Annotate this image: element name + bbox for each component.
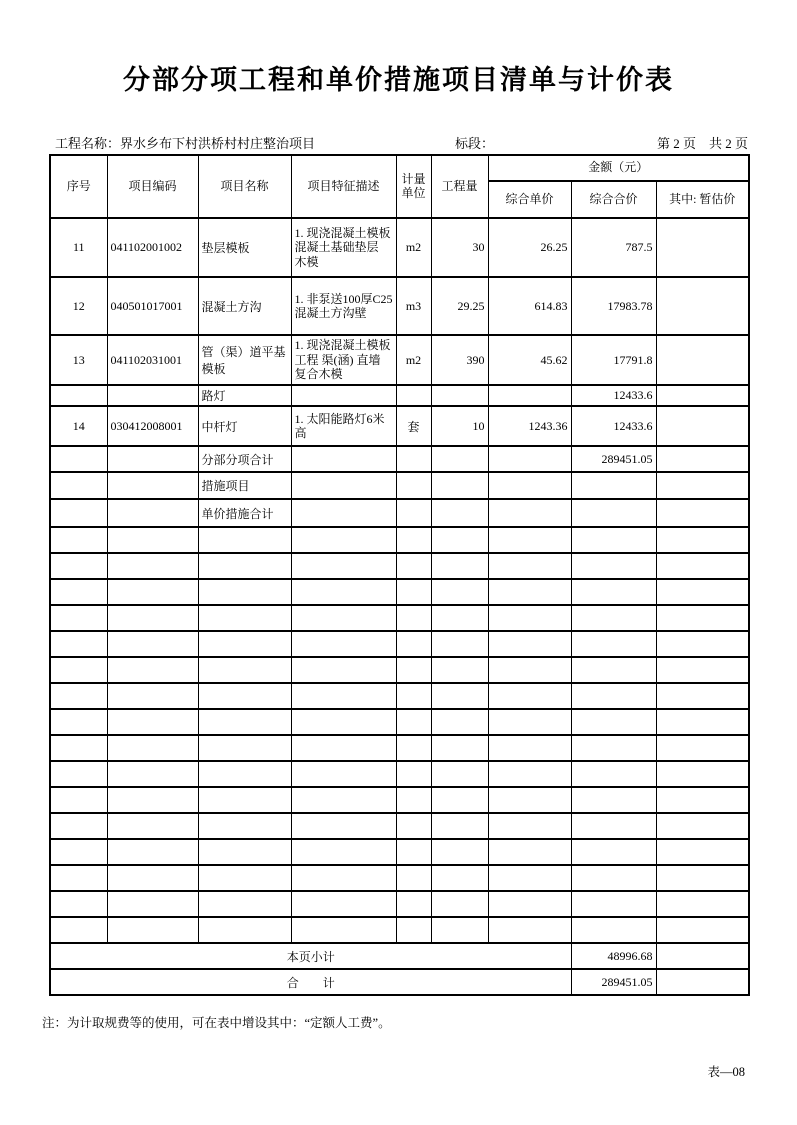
unit-cell: 套 [396, 406, 431, 446]
unit-price-cell [488, 657, 571, 683]
desc-cell [291, 527, 396, 553]
provisional-cell [656, 761, 749, 787]
desc-cell [291, 917, 396, 943]
unit-cell [396, 683, 431, 709]
unit-cell [396, 553, 431, 579]
unit-price-cell: 1243.36 [488, 406, 571, 446]
provisional-cell [656, 813, 749, 839]
unit-price-cell [488, 472, 571, 499]
unit-price-cell: 26.25 [488, 218, 571, 277]
name-cell: 垫层模板 [198, 218, 291, 277]
unit-price-cell [488, 683, 571, 709]
provisional-cell [656, 657, 749, 683]
qty-cell [431, 472, 488, 499]
code-cell: 030412008001 [107, 406, 198, 446]
desc-cell [291, 891, 396, 917]
code-cell [107, 657, 198, 683]
table-row [50, 813, 749, 839]
name-cell [198, 865, 291, 891]
desc-cell: 1. 现浇混凝土模板工程 渠(涵) 直墙 复合木模 [291, 335, 396, 385]
desc-cell [291, 813, 396, 839]
unit-price-cell [488, 385, 571, 406]
code-cell [107, 499, 198, 527]
col-header-seq: 序号 [50, 155, 107, 218]
name-cell [198, 787, 291, 813]
total-cell [571, 631, 656, 657]
unit-cell [396, 709, 431, 735]
desc-cell [291, 735, 396, 761]
total-cell: 787.5 [571, 218, 656, 277]
code-cell [107, 446, 198, 472]
unit-cell [396, 605, 431, 631]
unit-price-cell [488, 631, 571, 657]
desc-cell [291, 761, 396, 787]
name-cell [198, 605, 291, 631]
table-row [50, 735, 749, 761]
summary-label-cell: 本页小计 [50, 943, 571, 969]
section-label: 标段： [455, 136, 495, 151]
unit-cell [396, 472, 431, 499]
provisional-cell [656, 499, 749, 527]
meta-row [49, 133, 748, 151]
total-cell: 17983.78 [571, 277, 656, 335]
qty-cell: 29.25 [431, 277, 488, 335]
total-cell: 12433.6 [571, 406, 656, 446]
seq-cell: 14 [50, 406, 107, 446]
total-cell [571, 891, 656, 917]
qty-cell [431, 579, 488, 605]
table-row [50, 553, 749, 579]
table-row [50, 527, 749, 553]
code-cell [107, 891, 198, 917]
provisional-cell [656, 735, 749, 761]
header-row-1 [50, 155, 749, 181]
total-cell [571, 865, 656, 891]
unit-cell [396, 891, 431, 917]
unit-price-cell [488, 446, 571, 472]
table-row [50, 657, 749, 683]
unit-cell [396, 657, 431, 683]
provisional-cell [656, 553, 749, 579]
unit-price-cell: 614.83 [488, 277, 571, 335]
unit-cell [396, 385, 431, 406]
project-name-value: 界水乡布下村洪桥村村庄整治项目 [120, 136, 316, 151]
summary-label-cell: 合 计 [50, 969, 571, 995]
qty-cell [431, 735, 488, 761]
table-row [50, 787, 749, 813]
desc-cell [291, 446, 396, 472]
total-cell [571, 735, 656, 761]
table-row [50, 499, 749, 527]
seq-cell [50, 917, 107, 943]
provisional-cell [656, 891, 749, 917]
provisional-cell [656, 218, 749, 277]
desc-cell [291, 553, 396, 579]
form-number: 表—08 [707, 1065, 745, 1079]
qty-cell [431, 499, 488, 527]
name-cell [198, 891, 291, 917]
qty-cell [431, 657, 488, 683]
provisional-cell [656, 385, 749, 406]
provisional-cell [656, 683, 749, 709]
unit-cell [396, 813, 431, 839]
qty-cell [431, 709, 488, 735]
code-cell [107, 813, 198, 839]
name-cell: 中杆灯 [198, 406, 291, 446]
seq-cell [50, 605, 107, 631]
total-cell [571, 709, 656, 735]
col-header-unit-price: 综合单价 [488, 181, 571, 218]
code-cell [107, 527, 198, 553]
bill-table [49, 154, 750, 996]
qty-cell [431, 813, 488, 839]
qty-cell [431, 527, 488, 553]
total-cell [571, 527, 656, 553]
code-cell: 041102001002 [107, 218, 198, 277]
unit-cell [396, 527, 431, 553]
seq-cell [50, 813, 107, 839]
unit-cell [396, 865, 431, 891]
desc-cell [291, 631, 396, 657]
name-cell [198, 839, 291, 865]
summary-row-grand-total [50, 969, 749, 995]
name-cell: 混凝土方沟 [198, 277, 291, 335]
provisional-cell [656, 472, 749, 499]
table-row [50, 709, 749, 735]
seq-cell [50, 787, 107, 813]
name-cell [198, 631, 291, 657]
unit-price-cell [488, 735, 571, 761]
table-row [50, 277, 749, 335]
seq-cell: 13 [50, 335, 107, 385]
total-cell [571, 657, 656, 683]
code-cell [107, 385, 198, 406]
seq-cell [50, 735, 107, 761]
unit-price-cell [488, 865, 571, 891]
desc-cell [291, 683, 396, 709]
table-row [50, 683, 749, 709]
name-cell: 措施项目 [198, 472, 291, 499]
col-header-code: 项目编码 [107, 155, 198, 218]
table-row [50, 472, 749, 499]
unit-cell [396, 579, 431, 605]
qty-cell [431, 891, 488, 917]
page-indicator: 第 2 页 共 2 页 [656, 136, 748, 151]
total-cell: 12433.6 [571, 385, 656, 406]
table-header [50, 155, 749, 218]
name-cell [198, 657, 291, 683]
table-row [50, 385, 749, 406]
code-cell [107, 761, 198, 787]
qty-cell [431, 917, 488, 943]
unit-price-cell [488, 605, 571, 631]
name-cell [198, 735, 291, 761]
seq-cell [50, 891, 107, 917]
desc-cell [291, 499, 396, 527]
total-cell [571, 605, 656, 631]
code-cell: 040501017001 [107, 277, 198, 335]
total-cell [571, 917, 656, 943]
name-cell [198, 553, 291, 579]
code-cell [107, 787, 198, 813]
desc-cell [291, 579, 396, 605]
name-cell [198, 683, 291, 709]
table-row [50, 839, 749, 865]
unit-price-cell [488, 527, 571, 553]
col-header-provisional: 其中: 暂估价 [656, 181, 749, 218]
qty-cell: 30 [431, 218, 488, 277]
summary-row-page-subtotal [50, 943, 749, 969]
seq-cell [50, 839, 107, 865]
unit-price-cell [488, 709, 571, 735]
provisional-cell [656, 631, 749, 657]
table-row [50, 865, 749, 891]
qty-cell [431, 683, 488, 709]
unit-cell: m2 [396, 335, 431, 385]
table-row [50, 218, 749, 277]
table-row [50, 891, 749, 917]
qty-cell [431, 839, 488, 865]
seq-cell [50, 683, 107, 709]
name-cell: 单价措施合计 [198, 499, 291, 527]
unit-cell [396, 839, 431, 865]
table-row [50, 335, 749, 385]
seq-cell [50, 472, 107, 499]
desc-cell: 1. 太阳能路灯6米高 [291, 406, 396, 446]
col-header-name: 项目名称 [198, 155, 291, 218]
seq-cell [50, 499, 107, 527]
code-cell [107, 553, 198, 579]
code-cell [107, 472, 198, 499]
unit-cell: m3 [396, 277, 431, 335]
table-row [50, 406, 749, 446]
qty-cell [431, 631, 488, 657]
unit-price-cell [488, 839, 571, 865]
total-cell [571, 553, 656, 579]
qty-cell [431, 553, 488, 579]
desc-cell [291, 709, 396, 735]
qty-cell [431, 761, 488, 787]
unit-cell [396, 761, 431, 787]
name-cell: 路灯 [198, 385, 291, 406]
name-cell [198, 813, 291, 839]
table-row [50, 579, 749, 605]
seq-cell [50, 657, 107, 683]
total-cell [571, 787, 656, 813]
code-cell [107, 605, 198, 631]
provisional-cell [656, 579, 749, 605]
total-cell [571, 472, 656, 499]
table-row [50, 605, 749, 631]
qty-cell [431, 787, 488, 813]
unit-price-cell [488, 761, 571, 787]
col-header-unit: 计量单位 [396, 155, 431, 218]
unit-price-cell [488, 787, 571, 813]
total-cell: 48996.68 [571, 943, 656, 969]
provisional-cell [656, 709, 749, 735]
total-cell [571, 683, 656, 709]
total-cell [571, 761, 656, 787]
qty-cell [431, 446, 488, 472]
col-header-amount-group: 金额（元） [488, 155, 749, 181]
desc-cell: 1. 现浇混凝土模板 混凝土基础垫层 木模 [291, 218, 396, 277]
seq-cell: 11 [50, 218, 107, 277]
total-cell [571, 813, 656, 839]
total-cell [571, 839, 656, 865]
desc-cell: 1. 非泵送100厚C25混凝土方沟壁 [291, 277, 396, 335]
provisional-cell [656, 787, 749, 813]
seq-cell [50, 579, 107, 605]
table-row [50, 446, 749, 472]
table-row [50, 761, 749, 787]
provisional-cell [656, 335, 749, 385]
provisional-cell [656, 969, 749, 995]
unit-price-cell [488, 579, 571, 605]
project-name-label: 工程名称： [55, 136, 121, 151]
name-cell [198, 761, 291, 787]
name-cell: 管（渠）道平基模板 [198, 335, 291, 385]
desc-cell [291, 865, 396, 891]
table-row [50, 631, 749, 657]
unit-cell [396, 499, 431, 527]
code-cell [107, 579, 198, 605]
qty-cell: 390 [431, 335, 488, 385]
name-cell [198, 579, 291, 605]
desc-cell [291, 787, 396, 813]
provisional-cell [656, 446, 749, 472]
unit-price-cell [488, 813, 571, 839]
desc-cell [291, 472, 396, 499]
seq-cell [50, 553, 107, 579]
seq-cell [50, 385, 107, 406]
seq-cell [50, 527, 107, 553]
unit-cell [396, 735, 431, 761]
unit-cell [396, 917, 431, 943]
seq-cell [50, 709, 107, 735]
seq-cell: 12 [50, 277, 107, 335]
col-header-desc: 项目特征描述 [291, 155, 396, 218]
provisional-cell [656, 406, 749, 446]
provisional-cell [656, 943, 749, 969]
name-cell: 分部分项合计 [198, 446, 291, 472]
col-header-qty: 工程量 [431, 155, 488, 218]
provisional-cell [656, 277, 749, 335]
name-cell [198, 709, 291, 735]
table-row [50, 917, 749, 943]
qty-cell [431, 605, 488, 631]
name-cell [198, 527, 291, 553]
qty-cell [431, 385, 488, 406]
code-cell [107, 709, 198, 735]
code-cell [107, 865, 198, 891]
code-cell [107, 683, 198, 709]
desc-cell [291, 385, 396, 406]
unit-cell [396, 446, 431, 472]
project-name [55, 133, 315, 152]
provisional-cell [656, 917, 749, 943]
total-cell [571, 499, 656, 527]
provisional-cell [656, 605, 749, 631]
unit-price-cell [488, 891, 571, 917]
desc-cell [291, 657, 396, 683]
name-cell [198, 917, 291, 943]
unit-cell [396, 787, 431, 813]
provisional-cell [656, 865, 749, 891]
code-cell [107, 917, 198, 943]
col-header-total: 综合合价 [571, 181, 656, 218]
code-cell [107, 631, 198, 657]
seq-cell [50, 446, 107, 472]
total-cell: 17791.8 [571, 335, 656, 385]
footnote: 注：为计取规费等的使用，可在表中增设其中：“定额人工费”。 [42, 1016, 391, 1030]
qty-cell [431, 865, 488, 891]
desc-cell [291, 605, 396, 631]
page-title: 分部分项工程和单价措施项目清单与计价表 [123, 65, 674, 95]
unit-price-cell [488, 917, 571, 943]
unit-price-cell: 45.62 [488, 335, 571, 385]
unit-price-cell [488, 553, 571, 579]
seq-cell [50, 865, 107, 891]
desc-cell [291, 839, 396, 865]
code-cell: 041102031001 [107, 335, 198, 385]
provisional-cell [656, 527, 749, 553]
unit-price-cell [488, 499, 571, 527]
qty-cell: 10 [431, 406, 488, 446]
seq-cell [50, 761, 107, 787]
seq-cell [50, 631, 107, 657]
total-cell [571, 579, 656, 605]
code-cell [107, 839, 198, 865]
unit-cell: m2 [396, 218, 431, 277]
total-cell: 289451.05 [571, 446, 656, 472]
code-cell [107, 735, 198, 761]
unit-cell [396, 631, 431, 657]
total-cell: 289451.05 [571, 969, 656, 995]
provisional-cell [656, 839, 749, 865]
